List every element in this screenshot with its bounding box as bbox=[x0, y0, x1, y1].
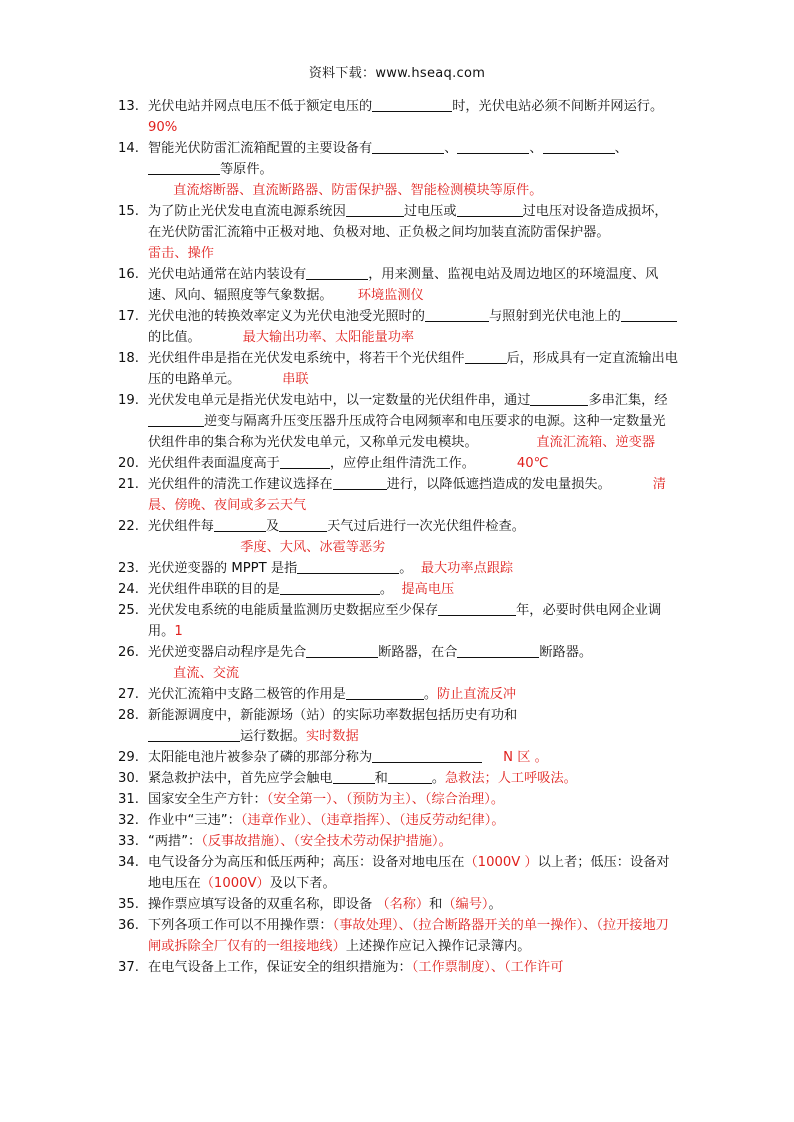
question-text bbox=[148, 183, 173, 198]
fill-blank bbox=[372, 98, 452, 112]
question-text: 多串汇集，经 bbox=[588, 393, 668, 408]
fill-blank bbox=[621, 308, 677, 322]
question-text: 新能源调度中，新能源场（站）的实际功率数据包括历史有功和 bbox=[148, 708, 518, 723]
question-text: 的比值。 bbox=[148, 330, 243, 345]
fill-blank bbox=[148, 161, 220, 175]
question-number: 25. bbox=[118, 603, 139, 618]
question-number: 16. bbox=[118, 267, 139, 282]
question-item bbox=[118, 642, 678, 684]
question-text: 光伏发电系统的电能质量监测历史数据应至少保存 bbox=[148, 603, 439, 618]
answer-text: 直流熔断器、直流断路器、防雷保护器、智能检测模块等原件。 bbox=[173, 183, 543, 198]
question-text: 智能光伏防雷汇流箱配置的主要设备有 bbox=[148, 141, 373, 156]
question-item bbox=[118, 915, 678, 957]
fill-blank bbox=[280, 455, 330, 469]
fill-blank bbox=[457, 644, 539, 658]
fill-blank bbox=[457, 140, 529, 154]
question-text: 年，必要时供电网企业调用。 bbox=[148, 603, 662, 639]
question-text: 光伏电站并网点电压不低于额定电压的 bbox=[148, 99, 373, 114]
question-text bbox=[148, 666, 173, 681]
question-text: 光伏组件串是指在光伏发电系统中，将若干个光伏组件 bbox=[148, 351, 465, 366]
question-text: 、 bbox=[529, 141, 543, 156]
fill-blank bbox=[425, 308, 489, 322]
question-text: 光伏逆变器的 MPPT 是指 bbox=[148, 561, 298, 576]
answer-text: （编号） bbox=[442, 897, 489, 912]
question-text: 光伏电站通常在站内装设有 bbox=[148, 267, 307, 282]
fill-blank bbox=[457, 203, 523, 217]
question-item bbox=[118, 831, 678, 852]
answer-text: 40℃ bbox=[516, 456, 549, 471]
answer-text: （1000V ） bbox=[464, 855, 538, 870]
answer-text: （工作票制度）、（工作许可 bbox=[411, 960, 564, 975]
question-number: 32. bbox=[118, 813, 139, 828]
question-text: 。 bbox=[431, 771, 445, 786]
question-item bbox=[118, 600, 678, 642]
answer-text: 最大输出功率、太阳能量功率 bbox=[242, 330, 415, 345]
question-text: 和 bbox=[374, 771, 388, 786]
question-text: 光伏组件每 bbox=[148, 519, 214, 534]
question-text: “两措”： bbox=[148, 834, 202, 849]
fill-blank bbox=[372, 140, 444, 154]
question-text: ，应停止组件清洗工作。 bbox=[329, 456, 517, 471]
answer-text: 防止直流反冲 bbox=[437, 687, 517, 702]
question-text: 光伏组件串联的目的是 bbox=[148, 582, 280, 597]
question-item bbox=[118, 957, 678, 978]
answer-text: 最大功率点跟踪 bbox=[420, 561, 514, 576]
question-item bbox=[118, 138, 678, 201]
question-text: 、 bbox=[444, 141, 458, 156]
question-item bbox=[118, 894, 678, 915]
fill-blank bbox=[279, 518, 327, 532]
question-text: 。 bbox=[488, 897, 502, 912]
answer-text: N 区 。 bbox=[503, 750, 548, 765]
question-text: 操作票应填写设备的双重名称，即设备 bbox=[148, 897, 377, 912]
question-number: 13. bbox=[118, 99, 139, 114]
question-text: 运行数据。 bbox=[240, 729, 306, 744]
question-text: 作业中“三违”： bbox=[148, 813, 241, 828]
answer-text: 90% bbox=[148, 120, 178, 135]
answer-text: （反事故措施）、（安全技术劳动保护措施）。 bbox=[201, 834, 452, 849]
answer-text: 直流汇流箱、逆变器 bbox=[536, 435, 656, 450]
question-text: 在电气设备上工作，保证安全的组织措施为： bbox=[148, 960, 412, 975]
answer-text: 急救法；人工呼吸法。 bbox=[445, 771, 577, 786]
question-item bbox=[118, 768, 678, 789]
question-text: 太阳能电池片被参杂了磷的那部分称为 bbox=[148, 750, 373, 765]
question-text: 光伏组件的清洗工作建议选择在 bbox=[148, 477, 333, 492]
question-text: 上述操作应记入操作记录簿内。 bbox=[345, 939, 531, 954]
fill-blank bbox=[297, 560, 399, 574]
answer-text: 季度、大风、冰雹等恶劣 bbox=[240, 540, 386, 555]
fill-blank bbox=[306, 266, 368, 280]
question-number: 34. bbox=[118, 855, 139, 870]
question-text: 光伏组件表面温度高于 bbox=[148, 456, 280, 471]
question-text: 下列各项工作可以不用操作票： bbox=[148, 918, 333, 933]
answer-text: 提高电压 bbox=[401, 582, 455, 597]
question-text: 与照射到光伏电池上的 bbox=[488, 309, 621, 324]
fill-blank bbox=[372, 749, 482, 763]
question-list bbox=[118, 96, 697, 978]
question-number: 37. bbox=[118, 960, 139, 975]
fill-blank bbox=[530, 392, 588, 406]
answer-text: 雷击、操作 bbox=[148, 246, 214, 261]
question-text: 过电压或 bbox=[403, 204, 457, 219]
question-text: 进行，以降低遮挡造成的发电量损失。 bbox=[386, 477, 653, 492]
question-text: 光伏汇流箱中支路二极管的作用是 bbox=[148, 687, 346, 702]
question-text: 国家安全生产方针： bbox=[148, 792, 267, 807]
question-item bbox=[118, 789, 678, 810]
question-number: 28. bbox=[118, 708, 139, 723]
question-number: 30. bbox=[118, 771, 139, 786]
question-text: 过电压对设备造成损坏，在光伏防雷汇流箱中正极对地、负极对地、正负极之间均加装直流防雷保护器。 bbox=[148, 204, 677, 240]
question-item bbox=[118, 474, 678, 516]
question-text: 断路器。 bbox=[539, 645, 593, 660]
question-item bbox=[118, 705, 678, 747]
page-header: 资料下载：www.hseaq.com bbox=[308, 66, 486, 81]
question-item bbox=[118, 747, 678, 768]
question-text: 断路器，在合 bbox=[378, 645, 458, 660]
fill-blank bbox=[388, 770, 432, 784]
question-item bbox=[118, 201, 678, 264]
question-number: 14. bbox=[118, 141, 139, 156]
question-text: 逆变与隔离升压变压器升压成符合电网频率和电压要求的电源。这种一定数量光伏组件串的集合称为光伏发电单元，又称单元发电模块。 bbox=[148, 414, 666, 450]
question-item bbox=[118, 579, 678, 600]
question-text: 及以下者。 bbox=[269, 876, 336, 891]
question-text: 和 bbox=[429, 897, 443, 912]
fill-blank bbox=[306, 644, 378, 658]
fill-blank bbox=[333, 476, 387, 490]
answer-text: （事故处理）、（拉合断路器开关的单一操作）、（拉开接地刀闸或拆除全厂仅有的一组接地线） bbox=[148, 918, 669, 954]
answer-text: 1 bbox=[174, 624, 183, 639]
question-number: 18. bbox=[118, 351, 139, 366]
question-number: 31. bbox=[118, 792, 139, 807]
answer-text: （名称） bbox=[376, 897, 430, 912]
question-item bbox=[118, 684, 678, 705]
question-item bbox=[118, 453, 678, 474]
question-number: 23. bbox=[118, 561, 139, 576]
question-number: 35. bbox=[118, 897, 139, 912]
question-number: 27. bbox=[118, 687, 139, 702]
question-text: 时，光伏电站必须不间断并网运行。 bbox=[452, 99, 697, 114]
question-text: 。 bbox=[423, 687, 437, 702]
fill-blank bbox=[333, 770, 375, 784]
question-item bbox=[118, 810, 678, 831]
question-item bbox=[118, 390, 678, 453]
question-text: 及 bbox=[265, 519, 280, 534]
answer-text: 环境监测仪 bbox=[357, 288, 424, 303]
question-item bbox=[118, 96, 697, 138]
fill-blank bbox=[465, 350, 507, 364]
question-text: 光伏发电单元是指光伏发电站中，以一定数量的光伏组件串，通过 bbox=[148, 393, 531, 408]
question-text: 天气过后进行一次光伏组件检查。 bbox=[327, 519, 525, 534]
question-number: 22. bbox=[118, 519, 139, 534]
question-number: 20. bbox=[118, 456, 139, 471]
fill-blank bbox=[280, 581, 380, 595]
question-item bbox=[118, 264, 678, 306]
answer-text: 实时数据 bbox=[305, 729, 359, 744]
answer-text: 串联 bbox=[282, 372, 309, 387]
question-number: 36. bbox=[118, 918, 139, 933]
fill-blank bbox=[543, 140, 615, 154]
question-number: 15. bbox=[118, 204, 139, 219]
question-number: 21. bbox=[118, 477, 139, 492]
question-number: 17. bbox=[118, 309, 139, 324]
question-text: 后，形成具有一定直流输出电压的电路单元。 bbox=[148, 351, 678, 387]
question-text: 紧急救护法中，首先应学会触电 bbox=[148, 771, 333, 786]
question-item bbox=[118, 558, 678, 579]
answer-text: （1000V） bbox=[200, 876, 270, 891]
answer-text: 直流、交流 bbox=[173, 666, 240, 681]
question-text: 。 bbox=[399, 561, 421, 576]
answer-text: （安全第一）、（预防为主）、（综合治理）。 bbox=[266, 792, 505, 807]
fill-blank bbox=[148, 728, 240, 742]
question-text bbox=[482, 750, 503, 765]
question-text: 、 bbox=[614, 141, 628, 156]
question-text: 等原件。 bbox=[220, 162, 273, 177]
question-text: 。 bbox=[379, 582, 402, 597]
fill-blank bbox=[438, 602, 516, 616]
question-text bbox=[148, 540, 240, 555]
question-text: 光伏逆变器启动程序是先合 bbox=[148, 645, 307, 660]
answer-text: 清晨、傍晚、夜间或多云天气 bbox=[148, 477, 666, 513]
question-number: 29. bbox=[118, 750, 139, 765]
fill-blank bbox=[346, 686, 424, 700]
question-item bbox=[118, 348, 678, 390]
question-text: 以上者；低压：设备对地电压在 bbox=[148, 855, 670, 891]
answer-text: （违章作业）、（违章指挥）、（违反劳动纪律）。 bbox=[240, 813, 505, 828]
question-number: 19. bbox=[118, 393, 139, 408]
question-text: 电气设备分为高压和低压两种；高压：设备对地电压在 bbox=[148, 855, 465, 870]
question-item bbox=[118, 516, 678, 558]
fill-blank bbox=[148, 413, 204, 427]
question-number: 33. bbox=[118, 834, 139, 849]
fill-blank bbox=[214, 518, 266, 532]
question-text: ，用来测量、监视电站及周边地区的环境温度、风速、风向、辐照度等气象数据。 bbox=[148, 267, 659, 303]
question-number: 24. bbox=[118, 582, 139, 597]
question-item bbox=[118, 306, 678, 348]
question-number: 26. bbox=[118, 645, 139, 660]
question-text: 光伏电池的转换效率定义为光伏电池受光照时的 bbox=[148, 309, 425, 324]
fill-blank bbox=[346, 203, 404, 217]
question-text: 为了防止光伏发电直流电源系统因 bbox=[148, 204, 346, 219]
question-item bbox=[118, 852, 678, 894]
